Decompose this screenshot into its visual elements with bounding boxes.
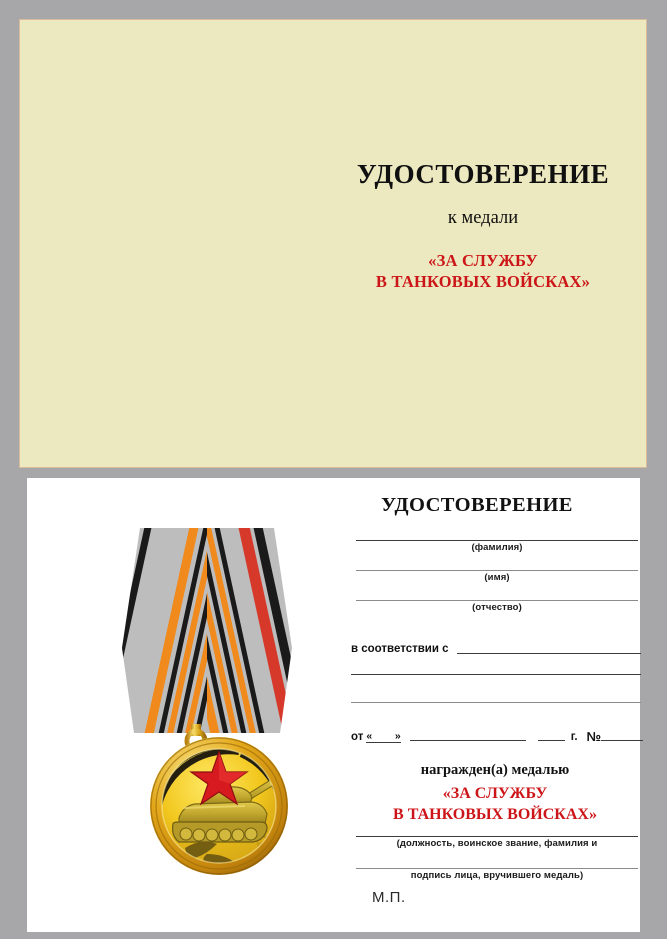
field-firstname-caption: (имя) (484, 572, 510, 583)
accordance-row (351, 644, 641, 656)
pentagon-ribbon-icon (122, 528, 292, 733)
cover-medal-name (338, 250, 628, 292)
accordance-label: в соответствии с (351, 643, 449, 655)
field-firstname (356, 570, 638, 583)
accordance-continuation-rule-2[interactable] (351, 702, 641, 703)
cover-medal-name-line2: В ТАНКОВЫХ ВОЙСКАХ» (375, 272, 591, 292)
certificate-number-field[interactable] (601, 740, 643, 741)
awarded-medal-name (345, 784, 645, 826)
certificate-inside-card (27, 478, 640, 932)
field-signatory-position-rule[interactable] (356, 836, 638, 837)
accordance-input-rule[interactable] (457, 653, 641, 654)
field-surname-caption: (фамилия) (471, 542, 523, 553)
medal-artwork (122, 528, 292, 903)
cover-medal-name-line1: «ЗА СЛУЖБУ (428, 251, 538, 271)
field-patronymic-caption: (отчество) (472, 602, 522, 613)
stamp-mark-label: М.П. (372, 889, 406, 906)
field-firstname-rule[interactable] (356, 570, 638, 571)
field-signatory-signature-rule[interactable] (356, 868, 638, 869)
field-signatory-position (356, 836, 638, 849)
cover-title: УДОСТОВЕРЕНИЕ (356, 159, 610, 189)
field-surname (356, 540, 638, 553)
awarded-block (345, 762, 645, 826)
cover-text-block (338, 160, 628, 292)
field-signatory-position-caption: (должность, воинское звание, фамилия и (396, 838, 598, 849)
awarded-medal-name-line2: В ТАНКОВЫХ ВОЙСКАХ» (393, 805, 597, 823)
quote-open: « (366, 729, 373, 742)
certificate-cover-card (19, 19, 647, 468)
medal-disc-icon (149, 736, 289, 876)
date-month-field[interactable] (410, 740, 526, 741)
field-patronymic (356, 600, 638, 613)
date-year-field[interactable] (538, 740, 565, 741)
accordance-continuation-1 (351, 674, 641, 675)
accordance-continuation-2 (351, 702, 641, 703)
awarded-lead-text: награжден(а) медалью (420, 762, 570, 778)
quote-close: » (394, 729, 401, 742)
cover-subtitle: к медали (447, 207, 519, 228)
field-surname-rule[interactable] (356, 540, 638, 541)
number-sign-label: № (586, 729, 602, 744)
field-signatory-signature-caption: подпись лица, вручившего медаль) (410, 870, 584, 881)
date-row (351, 730, 643, 743)
awarded-medal-name-line1: «ЗА СЛУЖБУ (442, 785, 548, 802)
field-signatory-signature (356, 868, 638, 881)
accordance-continuation-rule-1[interactable] (351, 674, 641, 675)
field-patronymic-rule[interactable] (356, 600, 638, 601)
date-year-label: г. (570, 730, 578, 743)
inside-page-title: УДОСТОВЕРЕНИЕ (381, 494, 573, 516)
date-day-field[interactable] (366, 729, 401, 744)
date-from-label: от (351, 730, 364, 743)
